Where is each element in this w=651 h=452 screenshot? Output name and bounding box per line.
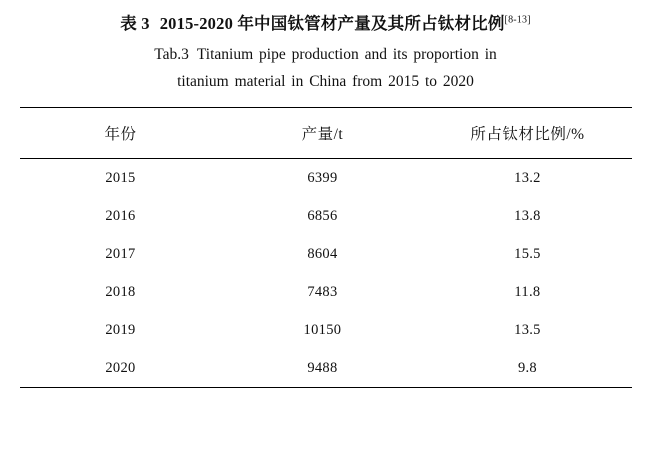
table-body (20, 159, 632, 389)
column-header-year: 年份 (20, 108, 222, 159)
cell-year: 2017 (105, 245, 136, 262)
cell-proportion: 11.8 (514, 283, 541, 300)
table-caption-english-line1 (66, 41, 586, 68)
cell-year: 2016 (105, 207, 136, 224)
cell-production: 9488 (307, 359, 338, 376)
table-row (20, 159, 632, 198)
cell-year: 2019 (105, 321, 136, 338)
cell-proportion: 13.2 (423, 159, 631, 198)
table-caption-english (66, 41, 586, 95)
table-row (20, 273, 632, 311)
cell-year: 2015 (20, 159, 222, 198)
cell-production: 8604 (307, 245, 338, 262)
data-table (20, 107, 632, 388)
table-bottom-rule-row (20, 388, 632, 389)
cell-proportion: 15.5 (514, 245, 541, 262)
table-bottom-rule (221, 388, 423, 389)
cell-year: 2020 (105, 359, 136, 376)
table-row (20, 235, 632, 273)
table-header (20, 108, 632, 159)
table-row (20, 197, 632, 235)
reference-superscript: [8-13] (504, 14, 531, 26)
cell-production: 7483 (307, 283, 338, 300)
table-caption-english-text1: Titanium pipe production and its proportion in (196, 46, 497, 64)
table-caption-chinese (18, 12, 633, 35)
cell-production: 6399 (221, 159, 423, 198)
cell-proportion: 9.8 (517, 359, 537, 376)
table-caption-english-label: Tab.3 (154, 46, 189, 64)
cell-production: 10150 (303, 321, 342, 338)
cell-year: 2018 (105, 283, 136, 300)
table-caption-chinese-label: 表 3 (120, 14, 150, 33)
table-header-row (20, 108, 632, 159)
table-bottom-rule (423, 388, 631, 389)
cell-proportion: 13.5 (514, 321, 541, 338)
table-row (20, 311, 632, 349)
cell-proportion: 13.8 (514, 207, 541, 224)
table-bottom-rule (20, 388, 222, 389)
cell-production: 6856 (307, 207, 338, 224)
table-caption-chinese-text: 2015-2020 年中国钛管材产量及其所占钛材比例 (159, 14, 505, 33)
table-caption-english-line2: titanium material in China from 2015 to 2020 (177, 73, 474, 91)
column-header-production: 产量/t (221, 108, 423, 159)
column-header-proportion: 所占钛材比例/% (423, 108, 631, 159)
table-row (20, 349, 632, 388)
